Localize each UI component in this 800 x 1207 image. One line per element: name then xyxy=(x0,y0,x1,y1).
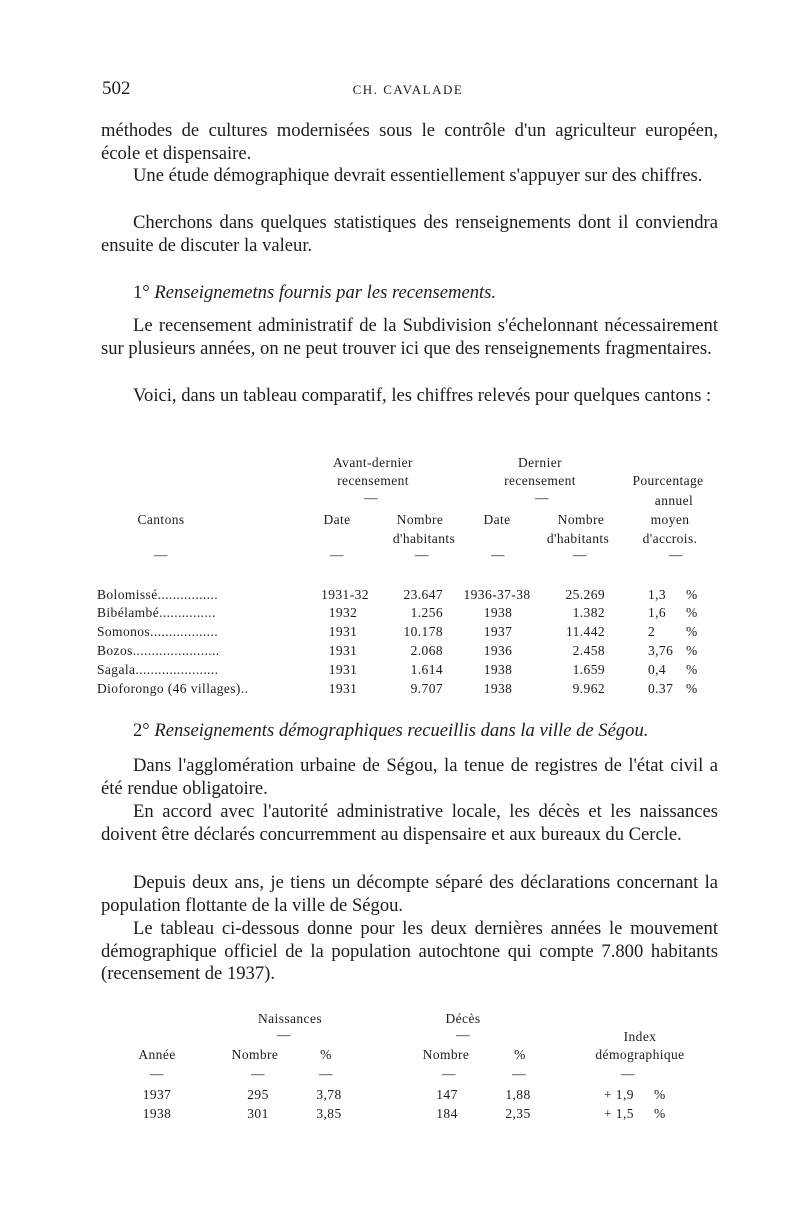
row-date2: 1936-37-38 xyxy=(463,587,531,602)
row-canton: Sagala xyxy=(97,662,136,677)
section-title: Renseignemetns fournis par les recensements. xyxy=(154,282,497,303)
percent-sign: % xyxy=(686,643,698,658)
row-nb2: 11.442 xyxy=(565,624,605,639)
header-nombre: Nombre xyxy=(396,512,444,527)
row-index: + 1,5 xyxy=(604,1106,634,1121)
row-deces-pct: 2,35 xyxy=(505,1106,531,1121)
header-recensement: recensement xyxy=(504,473,576,488)
section-number: 1° xyxy=(133,282,150,303)
percent-sign: % xyxy=(686,587,698,602)
column-dash: — xyxy=(442,1066,456,1081)
header-index: Index xyxy=(623,1029,657,1044)
page-number: 502 xyxy=(102,78,131,99)
row-date1: 1931 xyxy=(328,624,358,639)
column-dash: — xyxy=(154,547,168,562)
row-canton: Bibélambé xyxy=(97,605,160,620)
row-canton: Somonos xyxy=(97,624,151,639)
row-naissances-pct: 3,85 xyxy=(316,1106,342,1121)
row-naissances-pct: 3,78 xyxy=(316,1087,342,1102)
column-dash: — xyxy=(621,1066,635,1081)
running-head: CH. CAVALADE xyxy=(352,82,464,97)
row-nb1: 1.256 xyxy=(410,605,443,620)
header-pct: % xyxy=(514,1047,526,1062)
header-deces: Décès xyxy=(445,1011,481,1026)
paragraph: Dans l'agglomération urbaine de Ségou, la tenue de registres de l'état civil a été rendue obligatoire. xyxy=(101,755,718,799)
header-naissances: Naissances xyxy=(258,1011,322,1026)
column-dash: — xyxy=(573,547,587,562)
header-dash: — xyxy=(535,490,549,505)
row-naissances-nombre: 301 xyxy=(247,1106,269,1121)
column-dash: — xyxy=(251,1066,265,1081)
paragraph: méthodes de cultures modernisées sous le contrôle d'un agriculteur européen, école et dispensaire. xyxy=(101,120,718,164)
column-dash: — xyxy=(512,1066,526,1081)
row-nb1: 10.178 xyxy=(403,624,443,639)
paragraph: Le recensement administratif de la Subdivision s'échelonnant nécessairement sur plusieurs années, on ne peut trouver ici que des renseignements fragmentaires. xyxy=(101,315,718,359)
row-annee: 1938 xyxy=(142,1106,172,1121)
row-date2: 1938 xyxy=(483,605,513,620)
column-dash: — xyxy=(150,1066,164,1081)
row-pct: 0,4 xyxy=(648,662,667,677)
header-moyen: moyen xyxy=(650,512,690,527)
row-pct: 2 xyxy=(648,624,656,639)
row-nb1: 2.068 xyxy=(410,643,443,658)
row-canton: Dioforongo (46 villages) xyxy=(97,681,241,696)
row-nb2: 1.659 xyxy=(572,662,605,677)
row-nb1: 23.647 xyxy=(403,587,443,602)
percent-sign: % xyxy=(686,624,698,639)
paragraph: Le tableau ci-dessous donne pour les deux dernières années le mouvement démographique officiel de la population autochtone qui compte 7.800 habitants (recensement de 1937). xyxy=(101,918,718,984)
header-pourcentage: Pourcentage xyxy=(632,473,704,488)
row-annee: 1937 xyxy=(142,1087,172,1102)
paragraph: Voici, dans un tableau comparatif, les chiffres relevés pour quelques cantons : xyxy=(133,385,712,406)
row-date1: 1931 xyxy=(328,662,358,677)
row-deces-nombre: 184 xyxy=(436,1106,458,1121)
row-deces-nombre: 147 xyxy=(436,1087,458,1102)
paragraph: Cherchons dans quelques statistiques des renseignements dont il conviendra ensuite de discuter la valeur. xyxy=(101,212,718,256)
row-date1: 1931-32 xyxy=(321,587,369,602)
row-date2: 1936 xyxy=(483,643,513,658)
row-canton: Bozos xyxy=(97,643,133,658)
header-nombre: Nombre xyxy=(231,1047,279,1062)
paragraph: Depuis deux ans, je tiens un décompte séparé des déclarations concernant la population flottante de la ville de Ségou. xyxy=(101,872,718,916)
header-dash: — xyxy=(456,1027,470,1042)
header-dash: — xyxy=(364,490,378,505)
header-nombre: Nombre xyxy=(557,512,605,527)
percent-sign: % xyxy=(686,605,698,620)
column-dash: — xyxy=(669,547,683,562)
row-nb1: 1.614 xyxy=(410,662,443,677)
header-dash: — xyxy=(277,1027,291,1042)
header-cantons: Cantons xyxy=(137,512,185,527)
header-demographique: démographique xyxy=(595,1047,685,1062)
row-deces-pct: 1,88 xyxy=(505,1087,531,1102)
column-dash: — xyxy=(491,547,505,562)
percent-sign: % xyxy=(654,1087,666,1102)
row-pct: 1,3 xyxy=(648,587,667,602)
header-annee: Année xyxy=(138,1047,176,1062)
section-number: 2° xyxy=(133,720,150,741)
header-nombre: Nombre xyxy=(422,1047,470,1062)
row-nb2: 1.382 xyxy=(572,605,605,620)
header-habitants: d'habitants xyxy=(546,531,610,546)
row-canton: Bolomissé xyxy=(97,587,158,602)
row-pct: 3,76 xyxy=(648,643,674,658)
section-title: Renseignements démographiques recueillis dans la ville de Ségou. xyxy=(154,720,649,741)
row-date1: 1931 xyxy=(328,643,358,658)
header-avant-dernier: Avant-dernier xyxy=(333,455,413,470)
header-annuel: annuel xyxy=(654,493,694,508)
percent-sign: % xyxy=(686,681,698,696)
percent-sign: % xyxy=(654,1106,666,1121)
row-date1: 1932 xyxy=(328,605,358,620)
header-pct: % xyxy=(320,1047,332,1062)
row-nb1: 9.707 xyxy=(410,681,443,696)
row-index: + 1,9 xyxy=(604,1087,634,1102)
header-recensement: recensement xyxy=(337,473,409,488)
row-date2: 1938 xyxy=(483,662,513,677)
row-date2: 1938 xyxy=(483,681,513,696)
header-habitants: d'habitants xyxy=(392,531,456,546)
row-naissances-nombre: 295 xyxy=(247,1087,269,1102)
percent-sign: % xyxy=(686,662,698,677)
row-nb2: 9.962 xyxy=(572,681,605,696)
row-date1: 1931 xyxy=(328,681,358,696)
header-date: Date xyxy=(483,512,511,527)
row-nb2: 25.269 xyxy=(565,587,605,602)
paragraph: Une étude démographique devrait essentiellement s'appuyer sur des chiffres. xyxy=(133,165,703,186)
row-pct: 1,6 xyxy=(648,605,667,620)
column-dash: — xyxy=(415,547,429,562)
paragraph: En accord avec l'autorité administrative locale, les décès et les naissances doivent être déclarés concurremment au dispensaire et aux bureaux du Cercle. xyxy=(101,801,718,845)
row-pct: 0.37 xyxy=(648,681,674,696)
header-accrois: d'accrois. xyxy=(642,531,698,546)
column-dash: — xyxy=(330,547,344,562)
census-table: Avant-dernier recensement Dernier recensement — — Pourcentage annuel moyen d'accrois. Cantons Date Nombre d'habitants Date Nombre d'habitants — — — — — — Bolomissé................ 1931-32 23.647 1936-37-38 25.269 1,3 % Bibélambé............... 1932 1.256 1938 1.382 1,6 % Somonos.................. 1931 10.178 1937 11.442 2 % Bozos....................... 1931 2.068 1936 2.458 3,76 % Sagala...................... 1931 1.614 1938 1.659 0,4 % Dioforongo (46 villages).. 1931 9.707 1938 9.962 0.37 % xyxy=(97,455,704,696)
row-date2: 1937 xyxy=(483,624,513,639)
header-dernier: Dernier xyxy=(517,455,563,470)
column-dash: — xyxy=(319,1066,333,1081)
header-date: Date xyxy=(323,512,351,527)
row-nb2: 2.458 xyxy=(572,643,605,658)
